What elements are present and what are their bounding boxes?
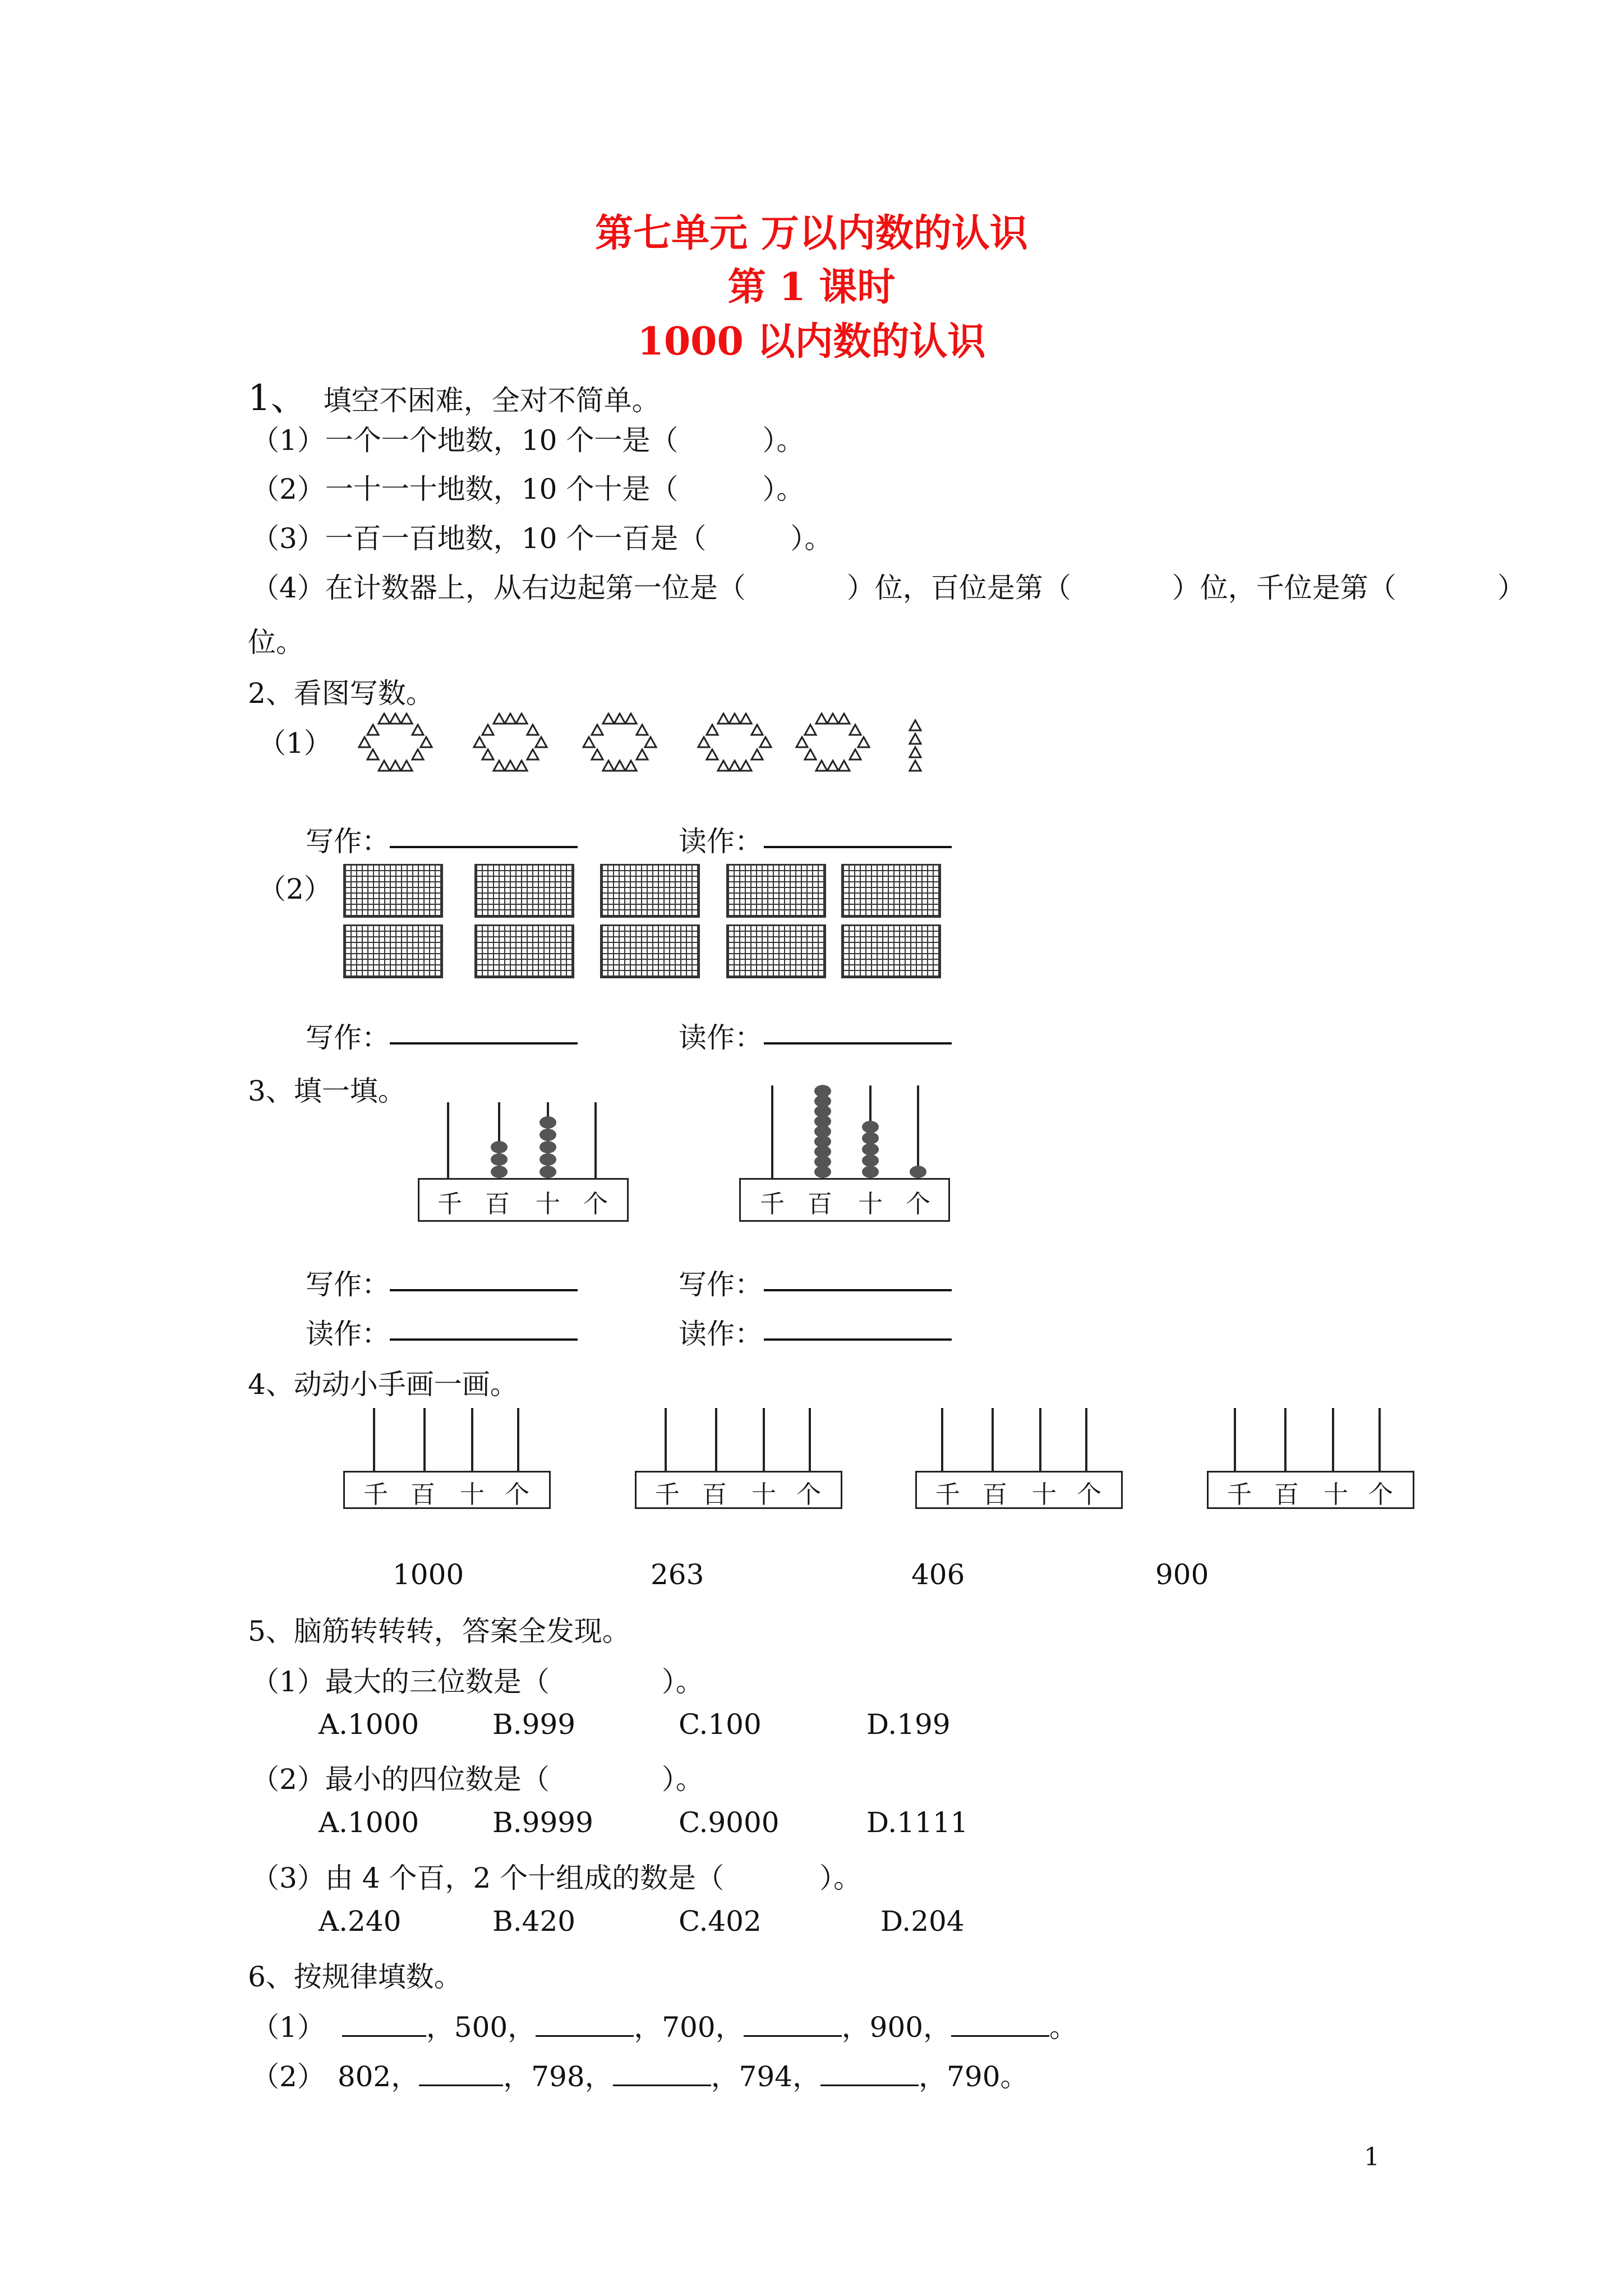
q2-1-write-label: 写作： bbox=[306, 825, 390, 858]
q6-row2-text-2: ，794， bbox=[711, 2060, 821, 2093]
rod-hundreds bbox=[715, 1408, 717, 1471]
q3-2-write-label: 写作： bbox=[679, 1268, 763, 1301]
q1-item-4-part4: ） bbox=[1497, 572, 1525, 604]
triangles-icon bbox=[904, 718, 926, 774]
place-tens: 十 bbox=[460, 1480, 485, 1509]
q5-q1-option-a[interactable]: A.1000 bbox=[319, 1708, 419, 1741]
q4-number-3: 406 bbox=[911, 1558, 965, 1591]
q4-number-4: 900 bbox=[1155, 1558, 1209, 1591]
q6-row1-text-1: ，500， bbox=[426, 2011, 536, 2044]
place-tens: 十 bbox=[1032, 1480, 1057, 1509]
q1-item-2-close: ）。 bbox=[762, 473, 805, 505]
q2-2-read-label: 读作： bbox=[679, 1022, 763, 1054]
bead bbox=[862, 1132, 879, 1144]
place-thousands: 千 bbox=[1227, 1480, 1252, 1509]
q5-q1-option-d[interactable]: D.199 bbox=[866, 1708, 951, 1741]
q6-row1-blank-4[interactable] bbox=[951, 2035, 1049, 2037]
rod-thousands bbox=[447, 1102, 449, 1178]
q1-item-4-part3: ）位，千位是第（ bbox=[1172, 572, 1396, 604]
place-ones: 个 bbox=[906, 1190, 930, 1218]
q1-item-3 bbox=[251, 516, 832, 556]
place-hundreds: 百 bbox=[808, 1190, 832, 1218]
q6-row1-blank-1[interactable] bbox=[342, 2035, 426, 2037]
triangle-group-4 bbox=[693, 712, 777, 776]
rod-thousands bbox=[771, 1085, 773, 1178]
hundred-square bbox=[343, 864, 443, 918]
rod-tens bbox=[763, 1408, 765, 1471]
q5-q2-text: （2）最小的四位数是（ bbox=[251, 1763, 550, 1796]
q4-title: 4、动动小手画一画。 bbox=[248, 1368, 518, 1401]
hundred-square bbox=[474, 924, 574, 978]
bead bbox=[491, 1166, 508, 1178]
q2-sub1-label: （1） bbox=[258, 727, 332, 760]
q5-q2-option-d[interactable]: D.1111 bbox=[866, 1806, 969, 1839]
bead bbox=[491, 1153, 508, 1166]
q6-row-1 bbox=[251, 2005, 1077, 2045]
q2-2-write-field[interactable] bbox=[390, 1042, 578, 1045]
q3-2-write-field[interactable] bbox=[764, 1289, 952, 1291]
hundred-square bbox=[600, 864, 700, 918]
q2-2-write-label: 写作： bbox=[306, 1022, 390, 1054]
rod-ones bbox=[1085, 1408, 1087, 1471]
q6-row2-blank-2[interactable] bbox=[613, 2085, 711, 2086]
q5-q1-close: ）。 bbox=[661, 1665, 704, 1698]
rod-thousands bbox=[373, 1408, 375, 1471]
place-ones: 个 bbox=[1077, 1480, 1101, 1509]
hundred-square bbox=[474, 864, 574, 918]
q6-row1-blank-2[interactable] bbox=[536, 2035, 634, 2037]
rod-ones bbox=[594, 1102, 597, 1178]
q6-row2-label: （2） bbox=[251, 2060, 325, 2093]
triangles-icon bbox=[791, 712, 875, 774]
q5-question-1 bbox=[251, 1659, 704, 1700]
bead bbox=[814, 1085, 831, 1097]
q5-q1-option-c[interactable]: C.100 bbox=[679, 1708, 762, 1741]
q5-q3-option-a[interactable]: A.240 bbox=[319, 1905, 402, 1938]
bead bbox=[540, 1116, 556, 1129]
place-ones: 个 bbox=[1368, 1480, 1393, 1509]
hundred-square bbox=[841, 864, 941, 918]
rod-ones bbox=[1378, 1408, 1381, 1471]
triangle-group-1 bbox=[353, 712, 437, 776]
q2-1-write-field[interactable] bbox=[390, 846, 578, 848]
triangles-icon bbox=[353, 712, 437, 774]
q1-item-2 bbox=[251, 467, 804, 507]
q1-item-1-close: ）。 bbox=[762, 424, 805, 457]
q3-1-write-label: 写作： bbox=[306, 1268, 390, 1301]
q6-row1-label: （1） bbox=[251, 2011, 325, 2044]
place-thousands: 千 bbox=[655, 1480, 680, 1509]
q1-item-4-part1: （4）在计数器上，从右边起第一位是（ bbox=[251, 572, 746, 604]
bead bbox=[862, 1154, 879, 1167]
triangles-icon bbox=[693, 712, 777, 774]
q6-row1-text-2: ，700， bbox=[634, 2011, 744, 2044]
hundred-square bbox=[726, 864, 826, 918]
q3-title: 3、填一填。 bbox=[248, 1075, 406, 1107]
rod-tens bbox=[1039, 1408, 1041, 1471]
q6-row-2 bbox=[251, 2054, 1029, 2095]
unit-title: 第七单元 万以内数的认识 bbox=[595, 211, 1028, 256]
q6-row2-blank-3[interactable] bbox=[820, 2085, 919, 2086]
q3-1-read-field[interactable] bbox=[390, 1338, 578, 1341]
place-thousands: 千 bbox=[437, 1190, 462, 1218]
hundred-square bbox=[343, 924, 443, 978]
q1-item-4 bbox=[251, 565, 1525, 606]
bead bbox=[540, 1153, 556, 1166]
q6-row2-text-0: 802， bbox=[337, 2060, 419, 2093]
place-tens: 十 bbox=[1324, 1480, 1348, 1509]
q6-title: 6、按规律填数。 bbox=[248, 1961, 462, 1993]
q5-title: 5、脑筋转转转，答案全发现。 bbox=[248, 1615, 630, 1648]
page-number: 1 bbox=[1364, 2143, 1380, 2171]
q5-q2-option-a[interactable]: A.1000 bbox=[319, 1806, 419, 1839]
q1-item-4-part2: ）位，百位是第（ bbox=[846, 572, 1071, 604]
q5-q1-text: （1）最大的三位数是（ bbox=[251, 1665, 550, 1698]
rod-thousands bbox=[941, 1408, 943, 1471]
q1-title: 填空不困难，全对不简单。 bbox=[323, 384, 660, 417]
bead bbox=[491, 1141, 508, 1153]
q3-2-read-label: 读作： bbox=[679, 1318, 763, 1350]
rod-thousands bbox=[1234, 1408, 1236, 1471]
rod-ones bbox=[809, 1408, 811, 1471]
q1-item-3-text: （3）一百一百地数，10 个一百是（ bbox=[251, 522, 707, 555]
q6-row2-text-1: ，798， bbox=[503, 2060, 613, 2093]
q5-q3-option-c[interactable]: C.402 bbox=[679, 1905, 762, 1938]
q6-row1-blank-3[interactable] bbox=[744, 2035, 842, 2037]
place-hundreds: 百 bbox=[983, 1480, 1007, 1509]
bead bbox=[540, 1129, 556, 1141]
hundred-square bbox=[841, 924, 941, 978]
triangle-group-3 bbox=[578, 712, 662, 776]
q1-heading bbox=[248, 369, 660, 421]
rod-thousands bbox=[665, 1408, 667, 1471]
bead bbox=[910, 1166, 926, 1178]
bead bbox=[862, 1121, 879, 1133]
place-tens: 十 bbox=[858, 1190, 883, 1218]
q5-q2-option-c[interactable]: C.9000 bbox=[679, 1806, 780, 1839]
rod-tens bbox=[471, 1408, 473, 1471]
hundred-square bbox=[600, 924, 700, 978]
triangles-icon bbox=[468, 712, 552, 774]
rod-hundreds bbox=[992, 1408, 994, 1471]
q2-1-read-field[interactable] bbox=[764, 846, 952, 848]
place-ones: 个 bbox=[505, 1480, 529, 1509]
q1-item-3-close: ）。 bbox=[790, 522, 833, 555]
place-tens: 十 bbox=[536, 1190, 560, 1218]
rod-ones bbox=[517, 1408, 519, 1471]
topic-title: 1000 以内数的认识 bbox=[637, 319, 986, 364]
q2-title: 2、看图写数。 bbox=[248, 677, 434, 710]
q1-item-1-text: （1）一个一个地数，10 个一是（ bbox=[251, 424, 679, 457]
place-ones: 个 bbox=[796, 1480, 821, 1509]
q5-question-3 bbox=[251, 1856, 861, 1896]
bead bbox=[862, 1166, 879, 1178]
q4-number-1: 1000 bbox=[393, 1558, 464, 1591]
hundred-square bbox=[726, 924, 826, 978]
q5-q3-text: （3）由 4 个百，2 个十组成的数是（ bbox=[251, 1862, 725, 1894]
q5-question-2 bbox=[251, 1757, 704, 1797]
triangle-group-2 bbox=[468, 712, 552, 776]
rod-hundreds bbox=[1284, 1408, 1287, 1471]
place-thousands: 千 bbox=[363, 1480, 388, 1509]
bead bbox=[862, 1143, 879, 1156]
q5-q2-close: ）。 bbox=[661, 1763, 704, 1796]
q2-sub2-label: （2） bbox=[258, 873, 332, 905]
place-hundreds: 百 bbox=[702, 1480, 727, 1509]
q6-row1-text-3: ，900， bbox=[841, 2011, 952, 2044]
place-thousands: 千 bbox=[935, 1480, 960, 1509]
q6-row2-text-3: ，790。 bbox=[919, 2060, 1029, 2093]
q4-number-2: 263 bbox=[651, 1558, 704, 1591]
q2-2-read-field[interactable] bbox=[764, 1042, 952, 1045]
q2-1-read-label: 读作： bbox=[679, 825, 763, 858]
q5-q1-option-b[interactable]: B.999 bbox=[492, 1708, 576, 1741]
triangle-group-5 bbox=[791, 712, 875, 776]
q5-q3-option-d[interactable]: D.204 bbox=[880, 1905, 965, 1938]
bead bbox=[540, 1166, 556, 1178]
place-hundreds: 百 bbox=[485, 1190, 510, 1218]
q5-q3-option-b[interactable]: B.420 bbox=[492, 1905, 576, 1938]
q3-1-read-label: 读作： bbox=[306, 1318, 390, 1350]
place-hundreds: 百 bbox=[411, 1480, 435, 1509]
place-thousands: 千 bbox=[760, 1190, 785, 1218]
q1-item-2-text: （2）一十一十地数，10 个十是（ bbox=[251, 473, 679, 505]
q6-row2-blank-1[interactable] bbox=[419, 2085, 503, 2086]
place-hundreds: 百 bbox=[1274, 1480, 1299, 1509]
triangle-column bbox=[904, 718, 926, 776]
q1-item-1 bbox=[251, 418, 804, 458]
place-tens: 十 bbox=[751, 1480, 776, 1509]
q1-item-4-wrap: 位。 bbox=[248, 626, 304, 659]
triangles-icon bbox=[578, 712, 662, 774]
q3-1-write-field[interactable] bbox=[390, 1289, 578, 1291]
q3-2-read-field[interactable] bbox=[764, 1338, 952, 1341]
rod-ones bbox=[917, 1085, 919, 1178]
place-ones: 个 bbox=[583, 1190, 608, 1218]
lesson-title: 第 1 课时 bbox=[727, 265, 896, 310]
q5-q2-option-b[interactable]: B.9999 bbox=[492, 1806, 593, 1839]
rod-tens bbox=[1332, 1408, 1334, 1471]
q5-q3-close: ）。 bbox=[819, 1862, 862, 1894]
q6-row1-text-4: 。 bbox=[1049, 2011, 1078, 2044]
q1-number: 1、 bbox=[248, 378, 307, 419]
bead bbox=[540, 1141, 556, 1153]
rod-hundreds bbox=[423, 1408, 426, 1471]
